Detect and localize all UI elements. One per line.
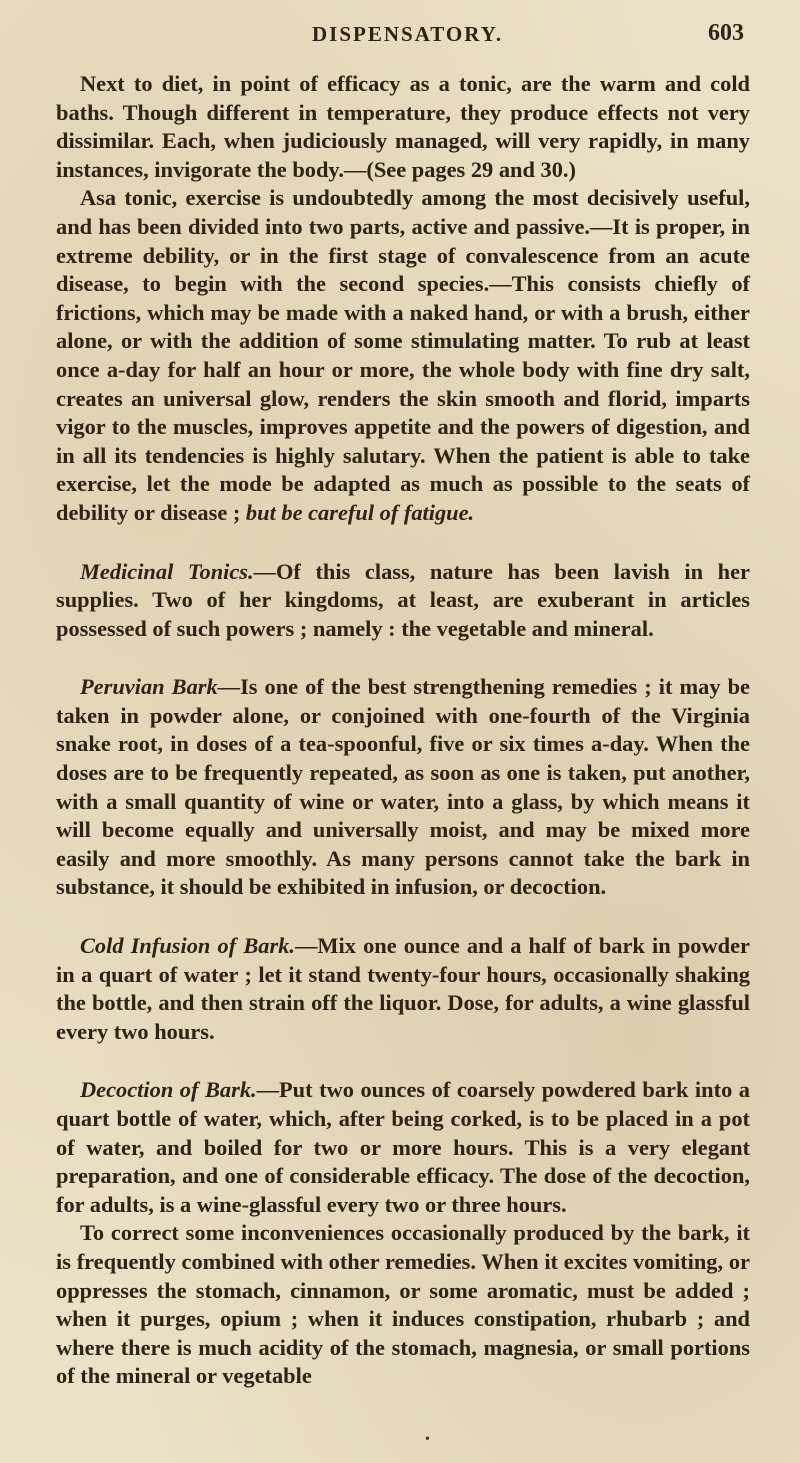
paragraph-tail: but be careful of fatigue.: [245, 499, 475, 525]
footer-mark: •: [425, 1432, 430, 1447]
paragraph-text: Asa tonic, exercise is undoubtedly among the most decisively useful, and has been divided into two parts, active and passive.—It is proper, in extreme debility, or in the first stage of convalescence from an acute disease, to begin with the second species.—This consists chiefly of frictions, which may be made with a naked hand, or with a brush, either alone, or with the addition of some stimulating matter. To rub at least once a-day for half an hour or more, the whole body with fine dry salt, creates an universal glow, renders the skin smooth and florid, imparts vigor to the muscles, improves appetite and the powers of digestion, and in all its tendencies is highly salutary. When the patient is able to take exercise, let the mode be adapted as much as possible to the seats of debility or disease ;: [56, 185, 750, 525]
paragraph-text: —Put two ounces of coarsely powdered bark into a quart bottle of water, which, after being corked, is to be placed in a pot of water, and boiled for two or more hours. This is a very elegant preparation, and one of considerable efficacy. The dose of the decoction, for adults, is a wine-glassful every two or three hours.: [56, 1077, 750, 1217]
running-title: DISPENSATORY.: [312, 22, 504, 46]
section-lead: Peruvian Bark: [80, 674, 218, 700]
section-lead: Medicinal Tonics.: [80, 558, 254, 584]
paragraph-medicinal-tonics: [56, 558, 750, 644]
paragraph-text: —Is one of the best strengthening remedies ; it may be taken in powder alone, or conjoined with one-fourth of the Virginia snake root, in doses of a tea-spoonful, five or six times a-day. When the doses are to be frequently repeated, as soon as one is taken, put another, with a small quantity of wine or water, into a glass, by which means it will become equally and universally moist, and may be mixed more easily and more smoothly. As many persons cannot take the bark in substance, it should be exhibited in infusion, or decoction.: [56, 674, 750, 900]
page-number: 603: [708, 20, 744, 46]
body-text: [56, 70, 750, 1391]
paragraph-peruvian-bark: [56, 673, 750, 902]
paragraph-exercise: [56, 184, 750, 527]
running-head: [0, 22, 800, 52]
paragraph-cold-infusion: [56, 932, 750, 1046]
paragraph-corrections: [56, 1219, 750, 1391]
paragraph-text: To correct some inconveniences occasionally produced by the bark, it is frequently combined with other remedies. When it excites vomiting, or oppresses the stomach, cinnamon, or some aromatic, must be added ; when it purges, opium ; when it induces constipation, rhubarb ; and where there is much acidity of the stomach, magnesia, or small portions of the mineral or vegetable: [56, 1220, 750, 1389]
paragraph-text: —Mix one ounce and a half of bark in powder in a quart of water ; let it stand twenty-four hours, occasionally shaking the bottle, and then strain off the liquor. Dose, for adults, a wine glassful every two hours.: [56, 933, 750, 1044]
paragraph-decoction: [56, 1076, 750, 1219]
paragraph-baths: [56, 70, 750, 184]
paragraph-text: Next to diet, in point of efficacy as a tonic, are the warm and cold baths. Though different in temperature, they produce effects not very dissimilar. Each, when judiciously managed, will very rapidly, in many instances, invigorate the body.—(See pages 29 and 30.): [56, 71, 750, 182]
paragraph-text: —Of this class, nature has been lavish in her supplies. Two of her kingdoms, at least, are exuberant in articles possessed of such powers ; namely : the vegetable and mineral.: [56, 558, 750, 641]
section-lead: Cold Infusion of Bark.: [80, 933, 295, 959]
section-lead: Decoction of Bark.: [80, 1077, 257, 1103]
